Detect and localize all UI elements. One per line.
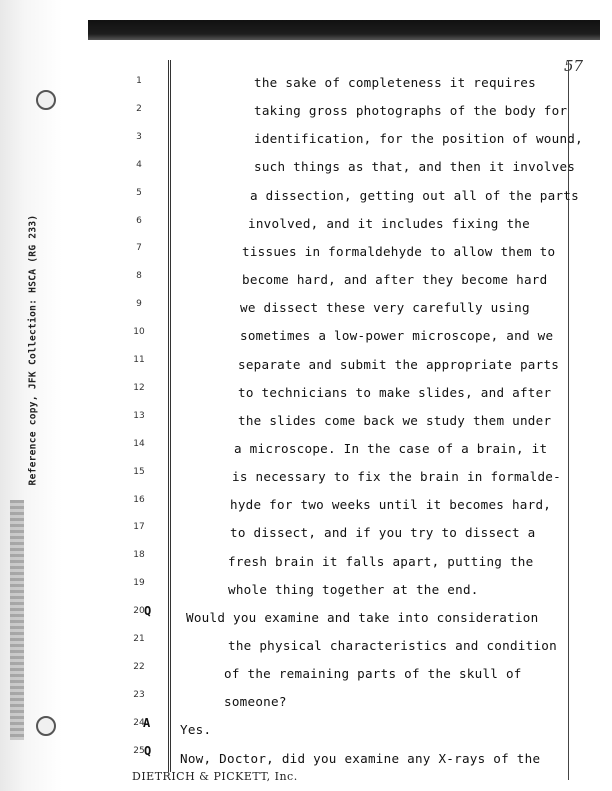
top-scan-bar <box>88 20 600 40</box>
line-number: 15 <box>133 466 145 477</box>
line-text: the physical characteristics and condition <box>228 638 557 653</box>
line-number: 5 <box>136 187 142 198</box>
line-text: become hard, and after they become hard <box>242 272 548 288</box>
speaker-label: A <box>143 715 151 730</box>
line-number: 8 <box>136 271 142 282</box>
binder-strip <box>10 500 24 740</box>
line-number: 22 <box>133 661 145 672</box>
line-text: hyde for two weeks until it becomes hard, <box>230 497 552 513</box>
line-number: 19 <box>133 578 145 589</box>
line-number: 23 <box>133 689 145 700</box>
line-number: 2 <box>136 103 142 114</box>
reference-copy-note <box>26 200 40 500</box>
line-number: 6 <box>136 215 142 226</box>
reference-copy-text: Reference copy, JFK Collection: HSCA (RG 233) <box>27 214 39 486</box>
punch-hole-bottom <box>36 716 56 736</box>
line-number: 13 <box>133 410 145 421</box>
left-margin-rule <box>168 60 171 772</box>
line-text: the sake of completeness it requires <box>254 75 536 90</box>
line-number: 24 <box>133 717 145 728</box>
line-text: of the remaining parts of the skull of <box>224 666 522 682</box>
line-text: such things as that, and then it involves <box>254 159 576 175</box>
line-text: is necessary to fix the brain in formalde- <box>232 469 561 485</box>
line-number: 3 <box>136 131 142 142</box>
reporter-footer: DIETRICH & PICKETT, Inc. <box>132 770 298 783</box>
line-text: fresh brain it falls apart, putting the <box>228 553 534 569</box>
line-text: to technicians to make slides, and after <box>238 384 552 400</box>
line-text: someone? <box>224 694 287 710</box>
line-text: whole thing together at the end. <box>228 581 479 597</box>
line-number: 21 <box>133 634 145 644</box>
line-number: 11 <box>133 355 145 365</box>
page-number: 57 <box>564 57 584 75</box>
speaker-label: Q <box>144 743 152 758</box>
line-text: sometimes a low-power microscope, and we <box>240 328 554 344</box>
line-text: identification, for the position of wound, <box>254 131 583 147</box>
line-text: to dissect, and if you try to dissect a <box>230 525 536 541</box>
line-number: 14 <box>133 438 145 449</box>
line-text: Now, Doctor, did you examine any X-rays of the <box>180 750 541 766</box>
line-number: 12 <box>133 382 145 393</box>
line-text: taking gross photographs of the body for <box>254 103 568 119</box>
line-number: 7 <box>136 243 142 254</box>
line-text: Yes. <box>180 722 212 738</box>
line-number: 18 <box>133 550 145 561</box>
punch-hole-top <box>36 90 56 110</box>
line-number: 9 <box>136 299 142 310</box>
line-text: the slides come back we study them under <box>238 412 552 428</box>
line-number: 1 <box>136 76 142 86</box>
line-number: 10 <box>133 327 145 338</box>
line-number: 17 <box>133 522 145 533</box>
line-text: we dissect these very carefully using <box>240 300 530 316</box>
speaker-label: Q <box>144 604 152 619</box>
line-number: 4 <box>136 159 142 170</box>
line-text: tissues in formaldehyde to allow them to <box>242 243 556 259</box>
line-number: 25 <box>133 745 145 756</box>
line-text: separate and submit the appropriate parts <box>238 356 560 372</box>
line-text: a dissection, getting out all of the parts <box>250 187 579 203</box>
line-number: 20 <box>133 606 145 617</box>
line-text: Would you examine and take into consideration <box>186 609 539 625</box>
line-text: involved, and it includes fixing the <box>248 215 530 231</box>
line-number: 16 <box>133 494 145 505</box>
line-text: a microscope. In the case of a brain, it <box>234 440 548 456</box>
